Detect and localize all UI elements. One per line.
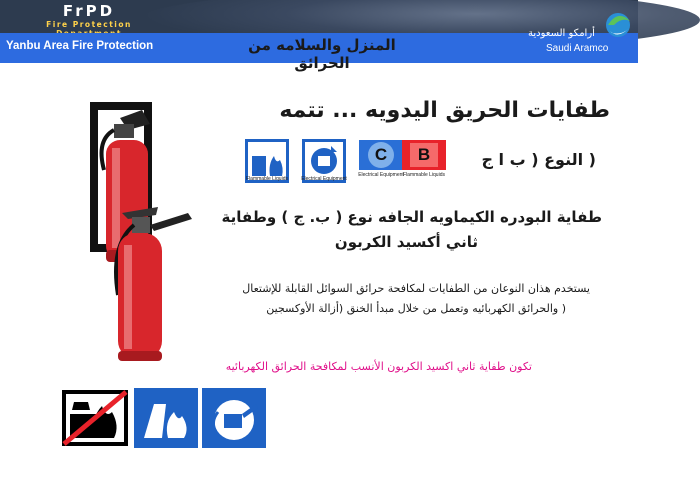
class-c-letter: C <box>374 145 388 164</box>
flammable-liquids-label: Flammable Liquids <box>246 176 288 182</box>
class-c-badge <box>359 140 403 170</box>
frpd-subtitle: Fire Protection <box>46 20 132 29</box>
body-line-3: يستخدم هذان النوعان من الطفايات لمكافحة حرائق السوائل القابلة للإشتعال <box>242 282 590 295</box>
class-b-letter: B <box>417 145 431 164</box>
electrical-equipment-icon <box>202 388 266 448</box>
slide-title: طفايات الحريق اليدويه ... تتمه <box>279 98 610 123</box>
extinguisher-class-type: ( النوع ( ب ا ج <box>481 150 596 169</box>
yanbu-label: Yanbu Area Fire Protection <box>6 40 154 52</box>
logo-text-english: Saudi Aramco <box>546 43 609 54</box>
class-c-label: Electrical Equipment <box>358 172 404 178</box>
frpd-brand <box>14 2 164 32</box>
class-b-label: Flammable Liquids <box>403 172 445 178</box>
body-line-2: ثاني أكسيد الكربون <box>334 233 478 251</box>
class-b-badge <box>402 140 446 170</box>
no-ordinary-combustibles-icon <box>60 388 130 448</box>
co2-note: تكون طفاية ثاني اكسيد الكربون الأنسب لمكافحة الحرائق الكهربائيه <box>225 360 532 373</box>
frpd-title: FrPD <box>62 2 116 20</box>
logo-text-arabic: أرامكو السعودية <box>528 28 595 39</box>
body-line-4: ( والحرائق الكهربائيه وتعمل من خلال مبدأ الخنق (أزالة الأوكسجين <box>266 302 566 315</box>
co2-extinguisher-icon <box>100 205 200 365</box>
header-title: المنزل والسلامه من الحرائق <box>248 36 396 72</box>
electrical-equipment-label: Electrical Equipment <box>301 176 347 182</box>
body-line-1: طفاية البودره الكيماويه الجافه نوع ( ب. ج ) وطفاية <box>221 208 602 226</box>
flammable-liquids-icon <box>134 388 198 448</box>
